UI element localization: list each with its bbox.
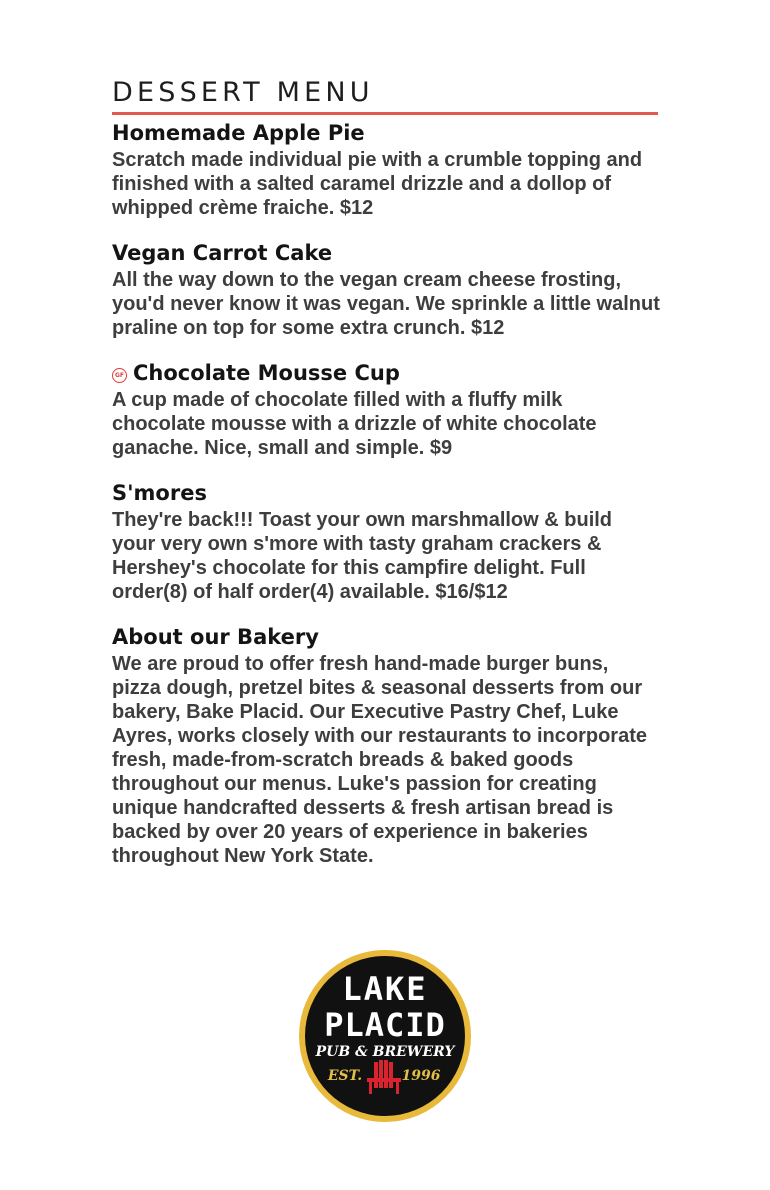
logo-line3: PUB & BREWERY bbox=[315, 1044, 455, 1060]
item-description: All the way down to the vegan cream cheese frosting, you'd never know it was vegan. We sprinkle a little walnut praline on top for some extra crunch. $12 bbox=[112, 269, 660, 339]
item-name-row bbox=[112, 358, 660, 388]
item-name: S'mores bbox=[112, 481, 207, 505]
lake-placid-logo bbox=[297, 948, 473, 1124]
logo-line2: PLACID bbox=[324, 1006, 446, 1044]
title-divider bbox=[112, 112, 658, 115]
page-title: DESSERT MENU bbox=[112, 77, 374, 108]
item-name: Vegan Carrot Cake bbox=[112, 241, 333, 265]
about-body: We are proud to offer fresh hand-made burger buns, pizza dough, pretzel bites & seasonal desserts from our bakery, Bake Placid. Our Executive Pastry Chef, Luke Ayres, works closely with our restaurants to incorporate fresh, made-from-scratch breads & baked goods throughout our menus. Luke's passion for creating unique handcrafted desserts & fresh artisan bread is backed by over 20 years of experience in bakeries throughout New York State. bbox=[112, 653, 647, 867]
menu-item-carrot-cake bbox=[112, 238, 660, 340]
logo-year: 1996 bbox=[401, 1068, 441, 1084]
logo-est: EST. bbox=[327, 1068, 363, 1084]
menu-item-apple-pie bbox=[112, 118, 660, 220]
menu-list bbox=[112, 118, 660, 886]
item-name: Homemade Apple Pie bbox=[112, 121, 365, 145]
item-description: They're back!!! Toast your own marshmallow & build your very own s'more with tasty graham crackers & Hershey's chocolate for this campfire delight. Full order(8) of half order(4) available. $16/$12 bbox=[112, 509, 613, 603]
logo-line1: LAKE bbox=[342, 970, 428, 1008]
gluten-free-icon: GF bbox=[112, 368, 127, 383]
menu-item-smores bbox=[112, 478, 660, 604]
item-name: Chocolate Mousse Cup bbox=[133, 361, 400, 385]
about-heading: About our Bakery bbox=[112, 625, 319, 649]
menu-item-chocolate-mousse bbox=[112, 358, 660, 460]
item-description: Scratch made individual pie with a crumble topping and finished with a salted caramel drizzle and a dollop of whipped crème fraiche. $12 bbox=[112, 149, 643, 219]
about-bakery bbox=[112, 622, 660, 868]
item-description: A cup made of chocolate filled with a fluffy milk chocolate mousse with a drizzle of white chocolate ganache. Nice, small and simple. $9 bbox=[112, 389, 597, 459]
